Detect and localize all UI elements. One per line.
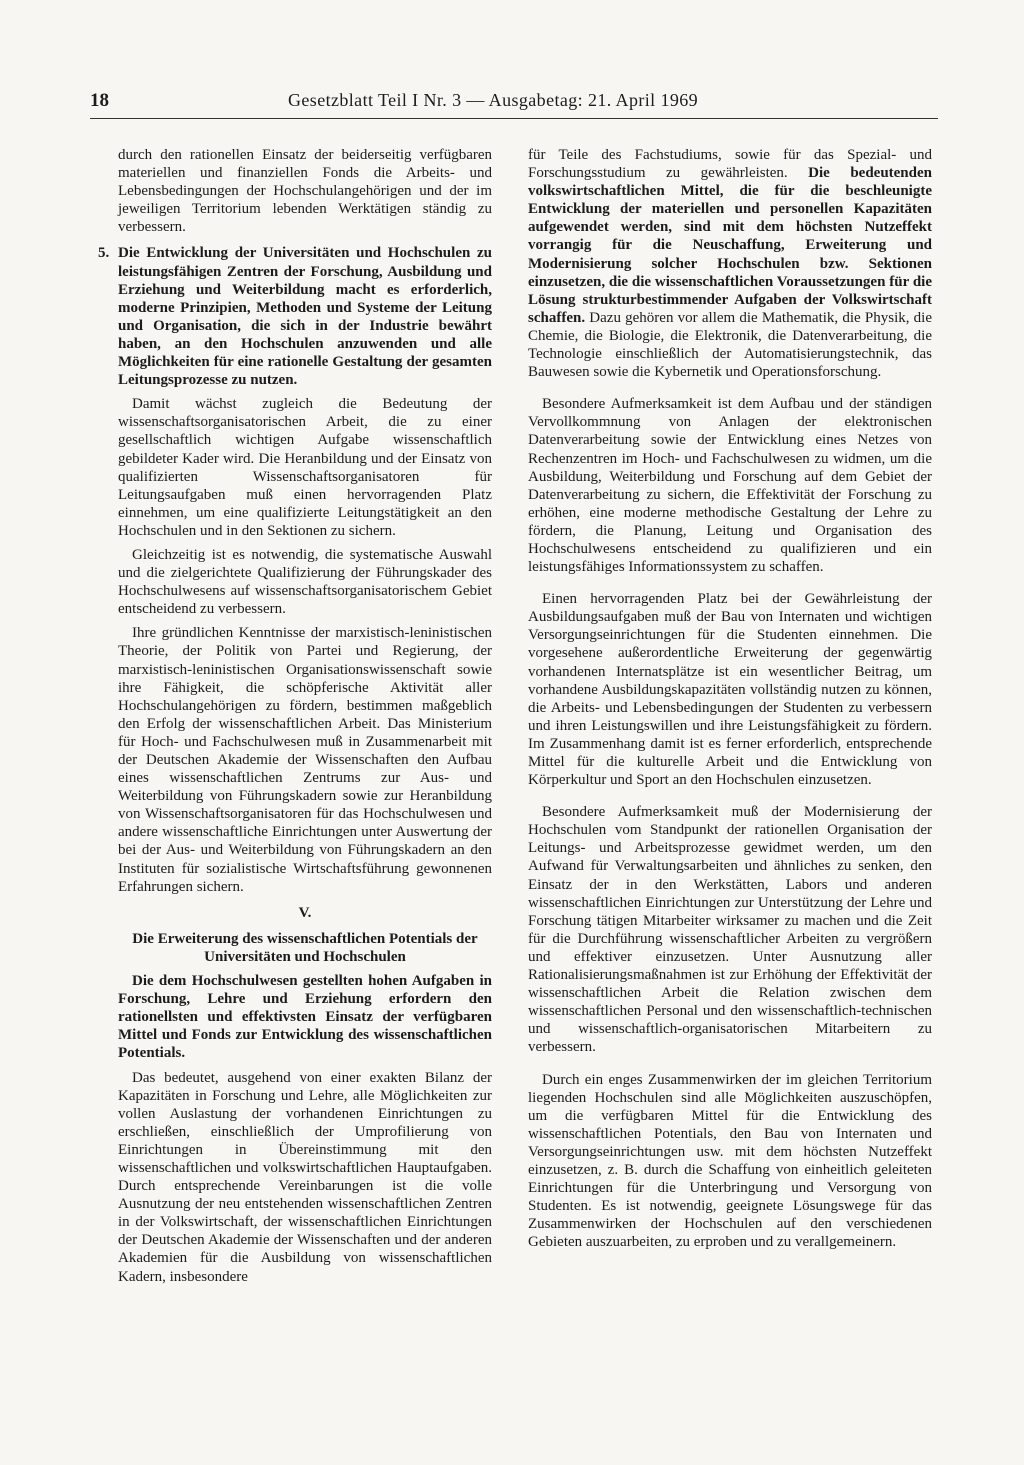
paragraph (528, 146, 932, 381)
paragraph: durch den rationellen Einsatz der beiderseitig verfügbaren materiellen und finanziellen Fonds die Arbeits- und Lebensbedingungen der Hochschulangehörigen und der im jeweiligen Territorium lebenden Werktätigen ständig zu verbessern. (118, 147, 492, 236)
running-head: Gesetzblatt Teil I Nr. 3 — Ausgabetag: 21. April 1969 (288, 90, 699, 110)
paragraph-end: Dazu gehören vor allem die Mathematik, die Physik, die Chemie, die Biologie, die Elektronik, die Datenverarbeitung, die Technologie einschließlich der Automatisierungstechnik, das Bauwesen sowie die Kybernetik und Operationsforschung. (528, 309, 933, 381)
paragraph: Das bedeutet, ausgehend von einer exakten Bilanz der Kapazitäten in Forschung und Lehre, alle Möglichkeiten zur vollen Auslastung der vorhandenen Einrichtungen zu erschließen, einschließlich der Umprofilierung von Einrichtungen in Übereinstimmung mit den wissenschaftlichen und volkswirtschaftlichen Hauptaufgaben. Durch entsprechende Vereinbarungen ist die volle Ausnutzung der neu entstehenden wissenschaftlichen Zentren in der Volkswirtschaft, der wissenschaftlichen Einrichtungen der Deutschen Akademie der Wissenschaften und der anderen Akademien für die Ausbildung von wissenschaftlichen Kadern, insbesondere (118, 1069, 492, 1285)
paragraph: Gleichzeitig ist es notwendig, die systematische Auswahl und die zielgerichtete Qualifizierung der Führungskader des Hochschulwesens auf wissenschaftsorganisatorischem Gebiet entscheidend zu verbessern. (118, 546, 492, 618)
paragraph: Ihre gründlichen Kenntnisse der marxistisch-leninistischen Theorie, der Politik von Partei und Regierung, der marxistisch-leninistischen Organisationswissenschaft sowie ihre Fähigkeit, die schöpferische Aktivität aller Hochschulangehörigen zu fördern, bestimmen maßgeblich den Erfolg der wissenschaftlichen Arbeit. Das Ministerium für Hoch- und Fachschulwesen muß in Zusammenarbeit mit der Deutschen Akademie der Wissenschaften den Aufbau eines wissenschaftlichen Zentrums zur Aus- und Weiterbildung von Führungskadern sowie zur Heranbildung von Wissenschaftsorganisatoren für das Hochschulwesen und andere wissenschaftliche Einrichtungen unter Auswertung der bei der Aus- und Weiterbildung von Führungskadern an den Instituten für sozialistische Wirtschaftsführung gewonnenen Erfahrungen sichern. (118, 625, 492, 895)
right-column (528, 146, 932, 1257)
page-number: 18 (90, 90, 109, 111)
section-title: Die Erweiterung des wissenschaftlichen Potentials der Universitäten und Hochschulen (132, 930, 478, 965)
paragraph-bold: Die bedeutenden volkswirtschaftlichen Mittel, die für die beschleunigte Entwicklung der materiellen und personellen Kapazitäten aufgewendet werden, sind mit dem höchsten Nutzeffekt vorrangig für die Neuschaffung, Erweiterung und Modernisierung solcher Hochschulen bzw. Sektionen einzusetzen, die die wissenschaftlichen Voraussetzungen für die Lösung strukturbestimmender Aufgaben der Volkswirtschaft schaffen. (528, 165, 932, 326)
item-number: 5. (98, 245, 110, 262)
section-number: V. (298, 904, 312, 921)
paragraph: Damit wächst zugleich die Bedeutung der wissenschaftsorganisatorischen Arbeit, die zu einer gesellschaftlich wichtigen Aufgabe wissenschaftlich gebildeter Kader wird. Die Heranbildung und der Einsatz von qualifizierten Wissenschaftsorganisatoren für Leitungsaufgaben muß einen hervorragenden Platz einnehmen, um eine qualifizierte Leitungstätigkeit an den Hochschulen und in den Sektionen zu sichern. (118, 396, 492, 539)
item-text: Die Entwicklung der Universitäten und Hochschulen zu leistungsfähigen Zentren der Forschung, Ausbildung und Erziehung und Weiterbildung macht es erforderlich, moderne Prinzipien, Methoden und Systeme der Leitung und Organisation, die sich in der Industrie bewährt haben, an den Hochschulen anzuwenden und alle Möglichkeiten für eine rationelle Gestaltung der gesamten Leitungsprozesse zu nutzen. (118, 245, 492, 389)
paragraph: Einen hervorragenden Platz bei der Gewährleistung der Ausbildungsaufgaben muß der Bau von Internaten und wichtigen Versorgungseinrichtungen für die Studenten einnehmen. Die vorgesehene außerordentliche Erweiterung der gegenwärtig vorhandenen Internatsplätze ist ein wesentlicher Beitrag, um vorhandene Ausbildungskapazitäten vollständig nutzen zu können, die Arbeits- und Lebensbedingungen der Studenten zu verbessern und ihren Leistungswillen und ihre Leistungsfähigkeit zu fördern. Im Zusammenhang damit ist es ferner erforderlich, entsprechende Mittel für die kulturelle Arbeit und die Entwicklung von Körperkultur und Sport an den Hochschulen einzusetzen. (528, 591, 932, 789)
paragraph-start: für Teile des Fachstudiums, sowie für das Spezial- und Forschungsstudium zu gewährleisten. (528, 147, 932, 182)
page-header (90, 90, 938, 120)
paragraph: Besondere Aufmerksamkeit ist dem Aufbau und der ständigen Vervollkommnung von Anlagen der elektronischen Datenverarbeitung sowie der Entwicklung eines Netzes von Rechenzentren im Hoch- und Fachschulwesen zu widmen, um die Ausbildung, Weiterbildung und Forschung auf dem Gebiet der Datenverarbeitung zu sichern, die Effektivität der Forschung zu erhöhen, eine moderne methodische Gestaltung der Lehre zu fördern, die Planung, Leitung und Organisation des Hochschulwesens entscheidend zu qualifizieren und ein leistungsfähiges Informationssystem zu schaffen. (528, 396, 932, 576)
left-column (98, 146, 492, 1292)
paragraph: Besondere Aufmerksamkeit muß der Modernisierung der Hochschulen vom Standpunkt der rationellen Organisation der Leitungs- und Arbeitsprozesse gewidmet werden, um den Aufwand für Verwaltungsarbeiten und ähnliches zu senken, den Einsatz der in den Werkstätten, Labors und anderen wissenschaftlichen Einrichtungen zur Unterstützung der Lehre und Forschung tätigen Mitarbeiter wirksamer zu machen und die Zeit für die Durchführung wissenschaftlicher Arbeiten zu vergrößern und effektiver einzusetzen. Unter Ausnutzung aller Rationalisierungsmaßnahmen ist zur Erhöhung der Effektivität der wissenschaftlichen Arbeit die Relation zwischen dem wissenschaftlichen Personal und den wissenschaftlich-technischen und wissenschaftlich-organisatorischen Mitarbeitern zu verbessern. (528, 804, 932, 1056)
list-item-5 (98, 244, 492, 895)
section-lead: Die dem Hochschulwesen gestellten hohen Aufgaben in Forschung, Lehre und Erziehung erfordern den rationellsten und effektivsten Einsatz der verfügbaren Mittel und Fonds zur Entwicklung des wissenschaftlichen Potentials. (118, 973, 492, 1062)
paragraph: Durch ein enges Zusammenwirken der im gleichen Territorium liegenden Hochschulen sind alle Möglichkeiten auszuschöpfen, um die verfügbaren Mittel für die Entwicklung des wissenschaftlichen Potentials, den Bau von Internaten und Versorgungseinrichtungen usw. mit dem höchsten Nutzeffekt einzusetzen, z. B. durch die Schaffung von einheitlich geleiteten Einrichtungen für die Unterbringung und Versorgung von Studenten. Es ist notwendig, geeignete Lösungswege für das Zusammenwirken der Hochschulen auf den verschiedenen Gebieten auszuarbeiten, zu erproben und zu verallgemeinern. (528, 1071, 932, 1251)
header-rule (90, 118, 938, 119)
